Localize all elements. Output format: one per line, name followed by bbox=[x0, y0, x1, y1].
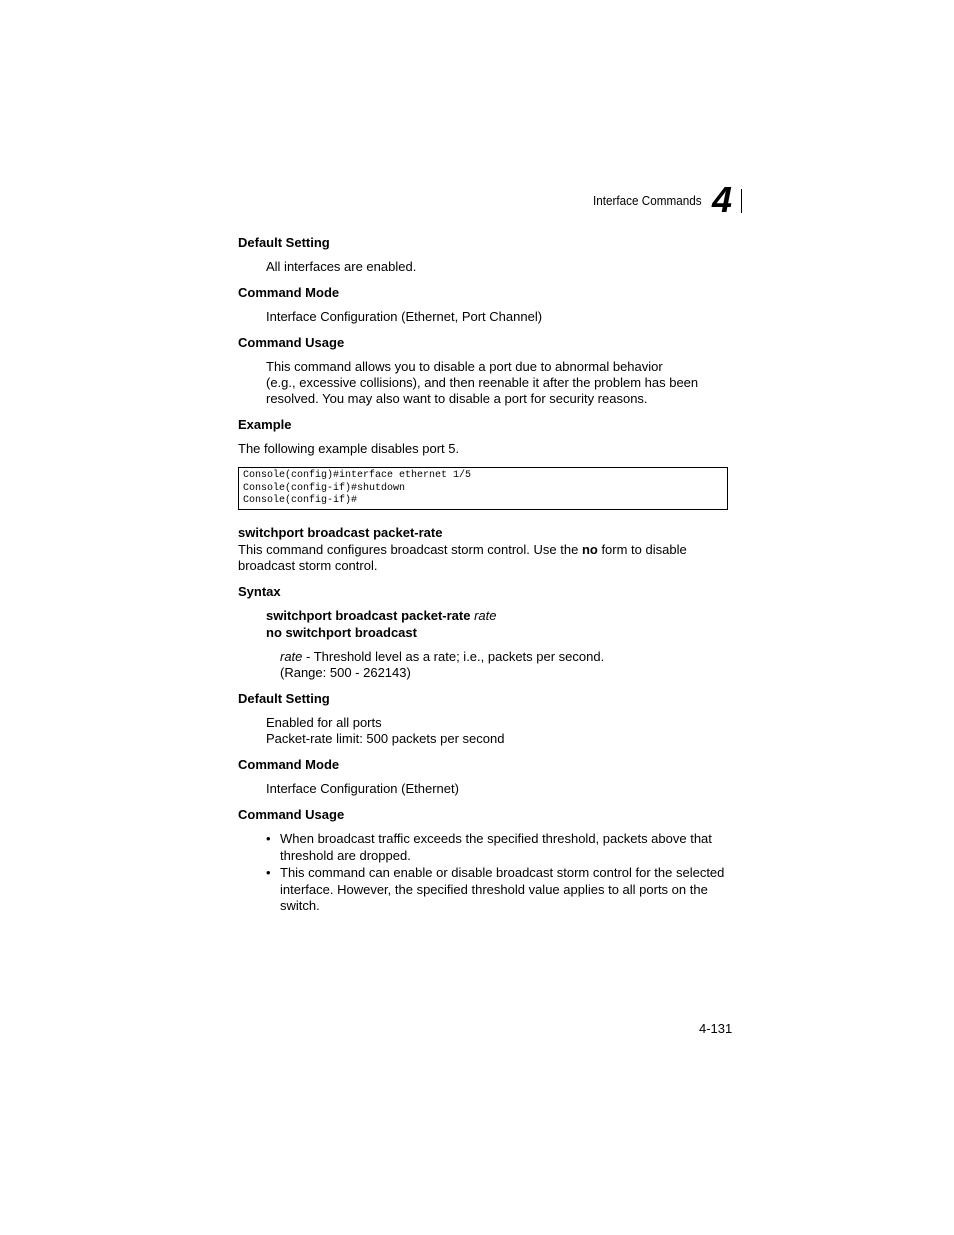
page-number: 4-131 bbox=[699, 1021, 733, 1036]
parameter-text: - Threshold level as a rate; i.e., packets per second. bbox=[302, 649, 605, 664]
running-header-title: Interface Commands bbox=[593, 193, 702, 208]
syntax-heading: Syntax bbox=[238, 584, 281, 599]
command-mode-text: Interface Configuration (Ethernet) bbox=[266, 781, 459, 796]
desc-text: form to disable bbox=[597, 542, 687, 557]
command-description-line1 bbox=[238, 542, 687, 558]
command-mode-heading: Command Mode bbox=[238, 757, 340, 772]
chapter-number: 4 bbox=[712, 179, 733, 220]
code-example-box bbox=[238, 467, 728, 510]
default-setting-line: Enabled for all ports bbox=[266, 715, 382, 730]
command-mode-heading: Command Mode bbox=[238, 285, 340, 300]
syntax-keyword: switchport broadcast packet-rate bbox=[266, 608, 471, 623]
bullet-text: This command can enable or disable broadcast storm control for the selected bbox=[280, 865, 725, 880]
command-usage-line: resolved. You may also want to disable a port for security reasons. bbox=[266, 391, 648, 406]
code-line: Console(config-if)#shutdown bbox=[243, 483, 406, 494]
command-usage-heading: Command Usage bbox=[238, 335, 345, 350]
desc-no-keyword: no bbox=[581, 542, 598, 557]
bullet-text: threshold are dropped. bbox=[280, 848, 411, 863]
parameter-range: (Range: 500 - 262143) bbox=[280, 665, 411, 680]
syntax-command bbox=[266, 608, 496, 623]
chapter-divider bbox=[741, 189, 742, 213]
parameter-description bbox=[280, 649, 604, 665]
command-mode-text: Interface Configuration (Ethernet, Port Channel) bbox=[266, 309, 543, 324]
bullet-marker: • bbox=[266, 831, 271, 846]
command-title: switchport broadcast packet-rate bbox=[238, 525, 443, 540]
bullet-text: switch. bbox=[280, 898, 320, 913]
command-description-line2: broadcast storm control. bbox=[238, 558, 378, 573]
example-text: The following example disables port 5. bbox=[238, 441, 460, 456]
bullet-marker: • bbox=[266, 865, 271, 880]
command-usage-line: (e.g., excessive collisions), and then reenable it after the problem has been bbox=[266, 375, 699, 390]
code-line: Console(config)#interface ethernet 1/5 bbox=[243, 470, 472, 481]
command-usage-heading: Command Usage bbox=[238, 807, 345, 822]
default-setting-text: All interfaces are enabled. bbox=[266, 259, 417, 274]
default-setting-heading: Default Setting bbox=[238, 235, 330, 250]
bullet-text: When broadcast traffic exceeds the specified threshold, packets above that bbox=[280, 831, 712, 846]
example-heading: Example bbox=[238, 417, 292, 432]
default-setting-line: Packet-rate limit: 500 packets per second bbox=[266, 731, 505, 746]
default-setting-heading: Default Setting bbox=[238, 691, 330, 706]
bullet-text: interface. However, the specified threshold value applies to all ports on the bbox=[280, 882, 708, 897]
parameter-name: rate bbox=[280, 649, 303, 664]
command-usage-line: This command allows you to disable a port due to abnormal behavior bbox=[266, 359, 663, 374]
syntax-parameter: rate bbox=[474, 608, 497, 623]
syntax-no-command: no switchport broadcast bbox=[266, 625, 417, 640]
desc-text: This command configures broadcast storm control. Use the bbox=[238, 542, 582, 557]
code-line: Console(config-if)# bbox=[243, 495, 358, 506]
